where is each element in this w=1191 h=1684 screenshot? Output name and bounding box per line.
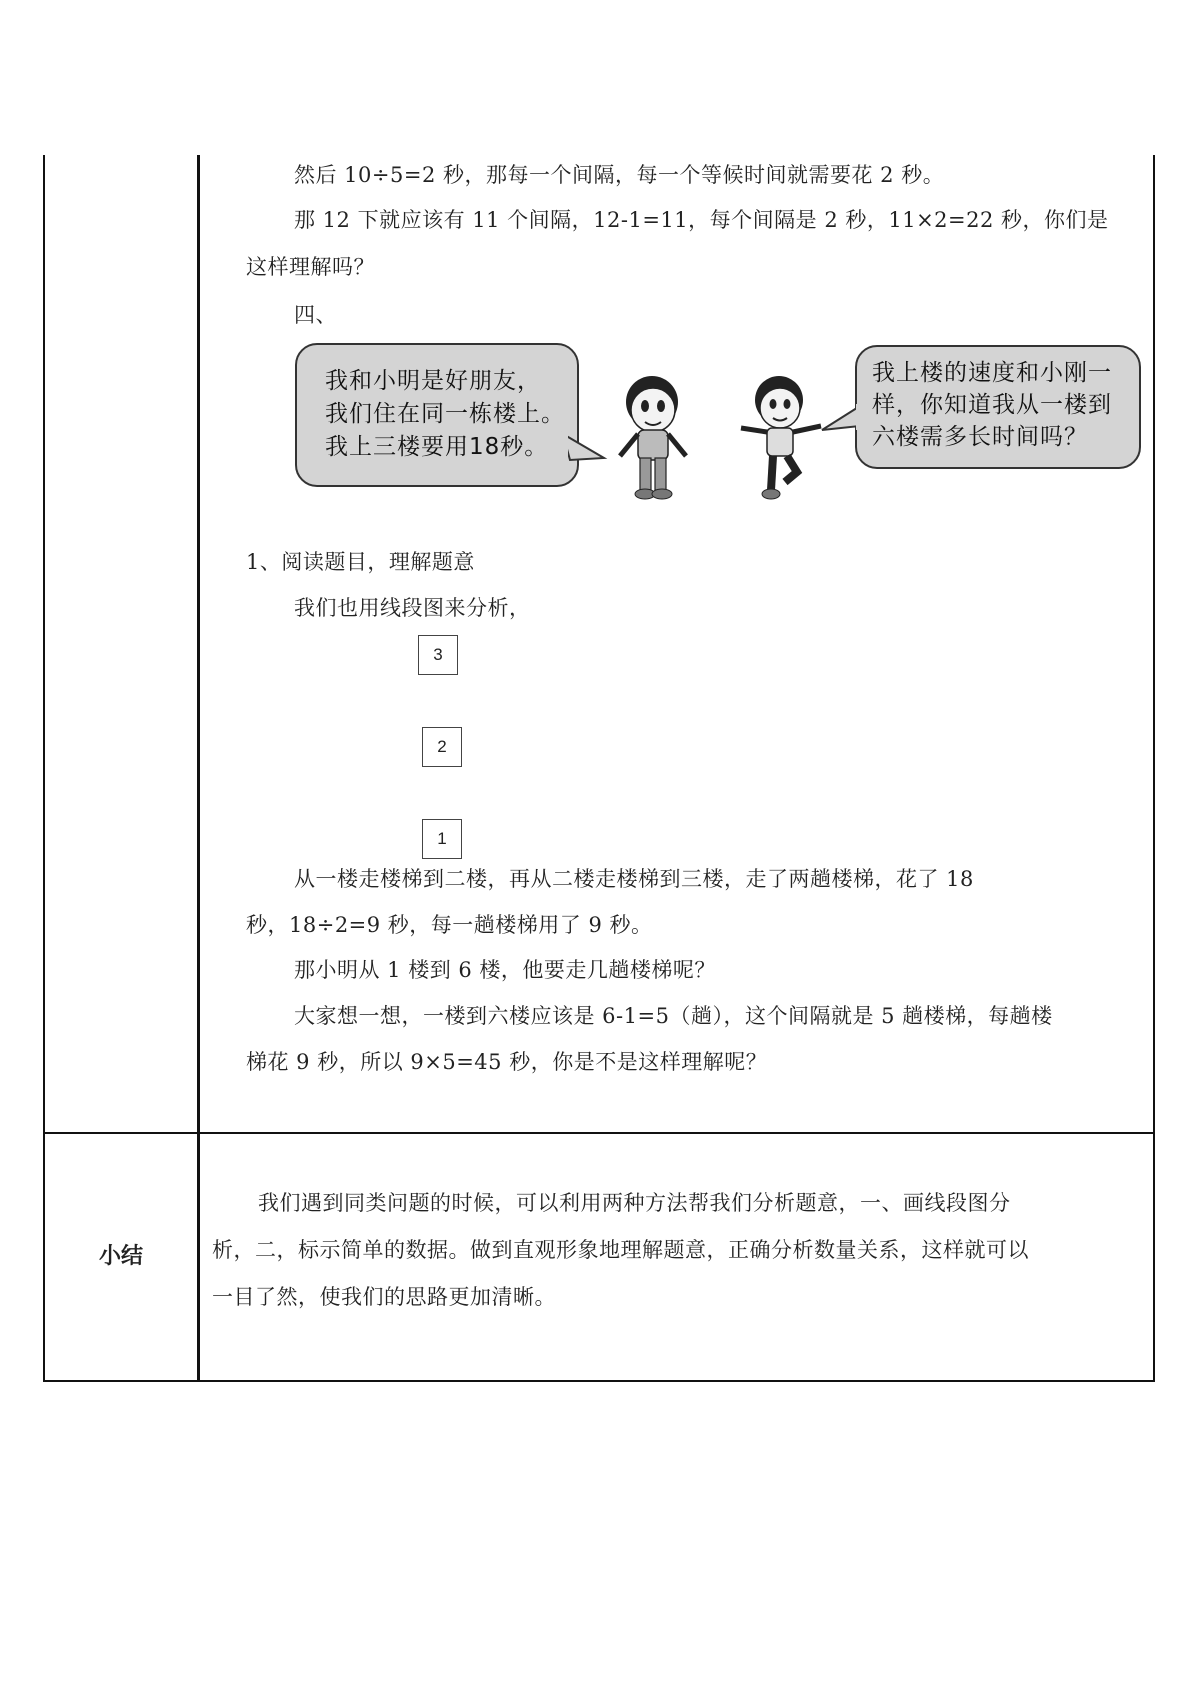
right-bubble-line-1: 我上楼的速度和小刚一 — [872, 360, 1112, 386]
left-bubble-line-3: 我上三楼要用18秒。 — [325, 434, 549, 460]
left-bubble-line-1: 我和小明是好朋友， — [325, 368, 541, 394]
boy-character-right-illustration — [735, 372, 825, 502]
body-line-1: 然后 10÷5=2 秒，那每一个间隔，每一个等候时间就需要花 2 秒。 — [294, 163, 945, 187]
floor-box-3: 3 — [418, 635, 458, 675]
section-heading-4: 四、 — [294, 303, 337, 327]
step-1-heading: 1、阅读题目，理解题意 — [246, 550, 475, 574]
diagram-intro: 我们也用线段图来分析， — [294, 596, 531, 620]
question-line: 那小明从 1 楼到 6 楼，他要走几趟楼梯呢？ — [294, 958, 716, 982]
summary-line-2: 析，二，标示简单的数据。做到直观形象地理解题意，正确分析数量关系，这样就可以 — [212, 1238, 1029, 1262]
summary-label: 小结 — [98, 1244, 143, 1269]
explain-line-a: 从一楼走楼梯到二楼，再从二楼走楼梯到三楼，走了两趟楼梯，花了 18 — [294, 867, 974, 891]
body-line-2b: 这样理解吗？ — [246, 255, 375, 279]
summary-line-1: 我们遇到同类问题的时候，可以利用两种方法帮我们分析题意，一、画线段图分 — [258, 1191, 1011, 1215]
speech-bubble-right-tail — [818, 400, 863, 440]
table-column-divider — [197, 155, 200, 1382]
summary-line-3: 一目了然，使我们的思路更加清晰。 — [212, 1285, 556, 1309]
answer-line-a: 大家想一想，一楼到六楼应该是 6-1=5（趟），这个间隔就是 5 趟楼梯，每趟楼 — [294, 1004, 1053, 1028]
table-bottom-border — [43, 1380, 1155, 1382]
answer-line-b: 梯花 9 秒，所以 9×5=45 秒，你是不是这样理解呢？ — [246, 1050, 768, 1074]
boy-character-left-illustration — [610, 372, 696, 502]
left-bubble-line-2: 我们住在同一栋楼上。 — [325, 401, 565, 427]
speech-bubble-left-tail — [560, 430, 610, 470]
right-bubble-line-2: 样，你知道我从一楼到 — [872, 392, 1112, 418]
table-left-border — [43, 155, 45, 1382]
right-bubble-line-3: 六楼需多长时间吗？ — [872, 424, 1088, 450]
body-line-2a: 那 12 下就应该有 11 个间隔，12-1=11，每个间隔是 2 秒，11×2=22 秒，你们是 — [294, 208, 1109, 232]
floor-box-1: 1 — [422, 819, 462, 859]
explain-line-b: 秒，18÷2=9 秒，每一趟楼梯用了 9 秒。 — [246, 913, 653, 937]
table-row-divider — [43, 1132, 1155, 1134]
floor-box-2: 2 — [422, 727, 462, 767]
